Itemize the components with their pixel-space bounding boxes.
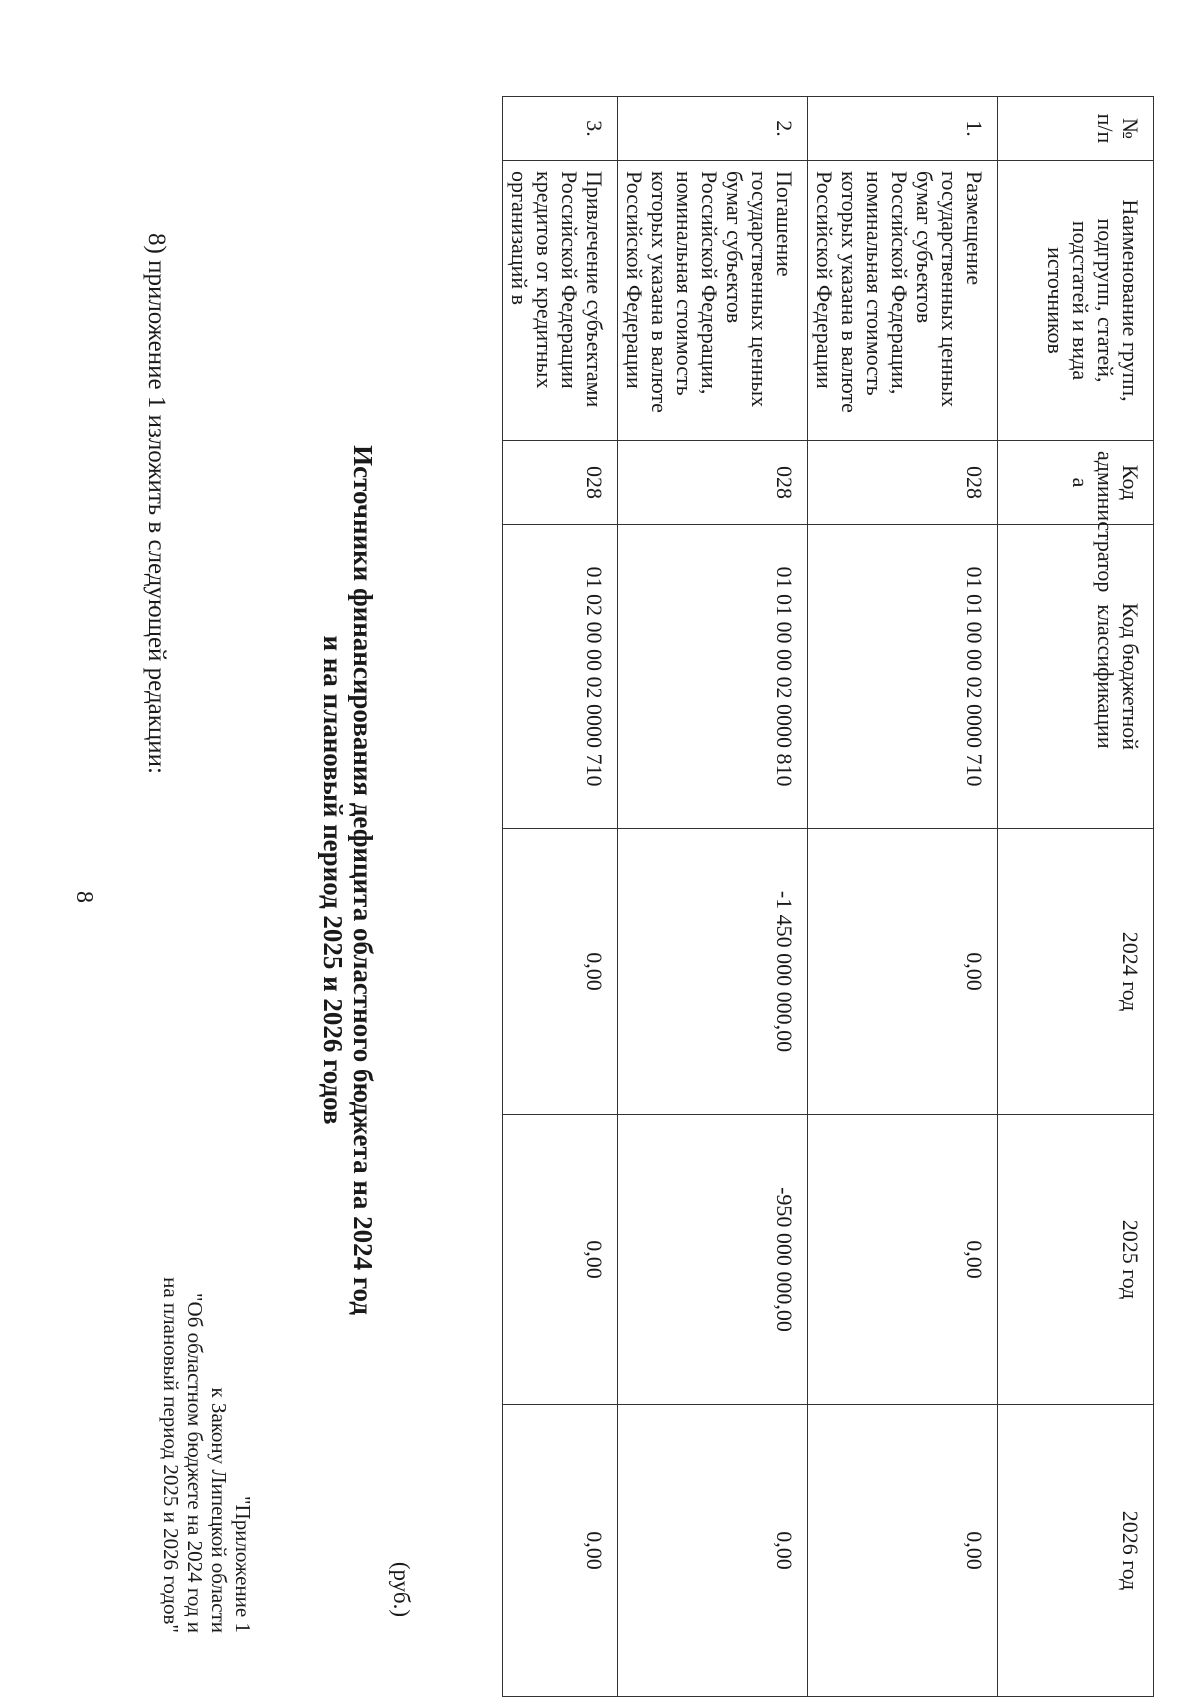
row-num: 3. (503, 97, 618, 161)
unit-label: (руб.) (389, 1561, 414, 1617)
page-number: 8 (71, 891, 97, 903)
row-2026: 0,00 (808, 1405, 998, 1697)
header-2026: 2026 год (998, 1405, 1154, 1697)
header-2024: 2024 год (998, 829, 1154, 1115)
header-num: № п/п (998, 97, 1154, 161)
row-name: Погашение государственных ценных бумаг субъектов Российской Федерации, номинальная стоимость которых указана в валюте Российской Федерации (618, 161, 808, 441)
row-name: Размещение государственных ценных бумаг субъектов Российской Федерации, номинальная стоимость которых указана в валюте Российской Федерации (808, 161, 998, 441)
table-header-row (998, 97, 1154, 1697)
title-line: и на плановый период 2025 и 2026 годов (318, 635, 348, 1125)
row-2025: 0,00 (808, 1115, 998, 1405)
row-admin-code: 028 (618, 441, 808, 525)
table-row (503, 97, 618, 1697)
appendix-reference (159, 1277, 255, 1633)
appendix-line: к Закону Липецкой области (207, 1387, 231, 1633)
row-num: 1. (808, 97, 998, 161)
row-2026: 0,00 (618, 1405, 808, 1697)
row-2024: 0,00 (503, 829, 618, 1115)
row-budget-code: 01 01 00 00 02 0000 710 (808, 525, 998, 829)
appendix-line: "Приложение 1 (231, 1495, 255, 1633)
row-budget-code: 01 02 00 00 02 0000 710 (503, 525, 618, 829)
header-2025: 2025 год (998, 1115, 1154, 1405)
table-row (618, 97, 808, 1697)
row-2025: -950 000 000,00 (618, 1115, 808, 1405)
row-2026: 0,00 (503, 1405, 618, 1697)
document-title (318, 250, 378, 1510)
row-admin-code: 028 (808, 441, 998, 525)
table-row (808, 97, 998, 1697)
header-admin-code: Код администратор а (998, 441, 1154, 525)
row-budget-code: 01 01 00 00 02 0000 810 (618, 525, 808, 829)
row-2024: 0,00 (808, 829, 998, 1115)
title-line: Источники финансирования дефицита областного бюджета на 2024 год (348, 445, 378, 1315)
header-name: Наименование групп, подгрупп, статей, подстатей и вида источников (998, 161, 1154, 441)
row-name: Привлечение субъектами Российской Федерации кредитов от кредитных организаций в (503, 161, 618, 441)
row-2024: -1 450 000 000,00 (618, 829, 808, 1115)
appendix-line: "Об областном бюджете на 2024 год и (183, 1292, 207, 1633)
financing-sources-table (502, 96, 1154, 1697)
row-num: 2. (618, 97, 808, 161)
row-admin-code: 028 (503, 441, 618, 525)
row-2025: 0,00 (503, 1115, 618, 1405)
header-budget-code: Код бюджетной классификации (998, 525, 1154, 829)
intro-text: 8) приложение 1 изложить в следующей редакции: (143, 233, 170, 774)
appendix-line: на плановый период 2025 и 2026 годов" (159, 1277, 183, 1633)
